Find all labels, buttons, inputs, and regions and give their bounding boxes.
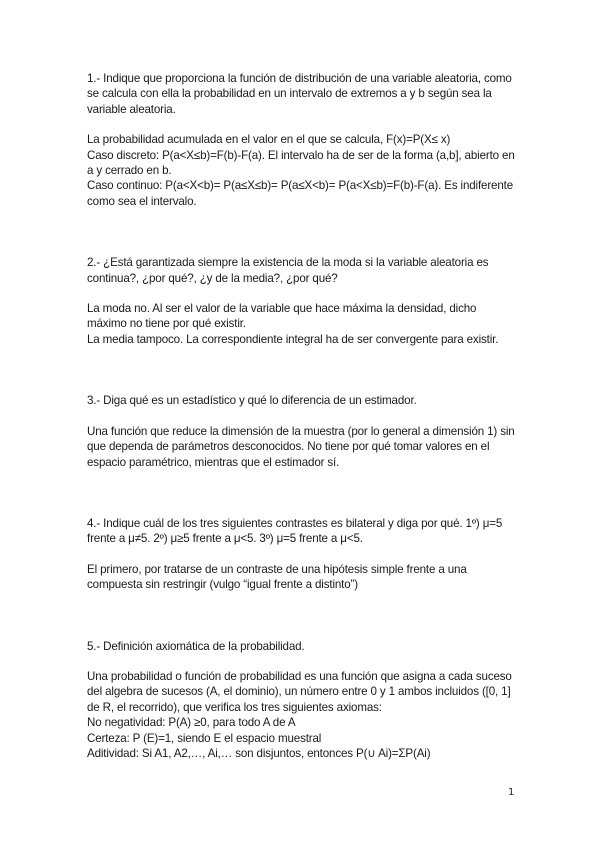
page-number: 1 (508, 787, 515, 798)
answer-1-line: Caso discreto: P(a<X≤b)=F(b)-F(a). El intervalo ha de ser de la forma (a,b], abierto en a y cerrado en b. (87, 148, 515, 178)
question-4: 4.- Indique cuál de los tres siguientes contrastes es bilateral y diga por qué. 1º) μ=5 frente a μ≠5. 2º) μ≥5 frente a μ<5. 3º) μ=5 frente a μ<5. (87, 516, 503, 546)
answer-3 (87, 424, 517, 470)
section-4 (87, 516, 517, 593)
answer-2 (87, 301, 517, 347)
answer-5-line: No negatividad: P(A) ≥0, para todo A de A (87, 716, 296, 730)
section-5 (87, 639, 517, 762)
answer-1 (87, 132, 517, 209)
answer-1-line: Caso continuo: P(a<X<b)= P(a≤X≤b)= P(a≤X<b)= P(a<X≤b)=F(b)-F(a). Es indiferente como sea el intervalo. (87, 179, 514, 208)
answer-5-line: Certeza: P (E)=1, siendo E el espacio muestral (87, 731, 322, 745)
section-2 (87, 255, 517, 347)
question-3: 3.- Diga qué es un estadístico y qué lo diferencia de un estimador. (87, 394, 417, 408)
section-3 (87, 393, 517, 470)
answer-3-line: Una función que reduce la dimensión de la muestra (por lo general a dimensión 1) sin que dependa de parámetros desconocidos. No tiene por qué tomar valores en el espacio paramétrico, mientras que el estimador sí. (87, 424, 515, 469)
answer-5-line: Una probabilidad o función de probabilidad es una función que asigna a cada suceso del algebra de sucesos (A, el dominio), un número entre 0 y 1 ambos incluidos ([0, 1] de R, el recorrido), que verifica los tres siguientes axiomas: (87, 669, 512, 714)
section-1 (87, 71, 517, 209)
answer-1-line: La probabilidad acumulada en el valor en el que se calcula, F(x)=P(X≤ x) (87, 133, 451, 147)
answer-4-line: El primero, por tratarse de un contraste de una hipótesis simple frente a una compuesta sin restringir (vulgo “igual frente a distinto”) (87, 562, 467, 592)
question-5: 5.- Definición axiomática de la probabilidad. (87, 639, 305, 653)
question-1: 1.- Indique que proporciona la función de distribución de una variable aleatoria, como se calcula con ella la probabilidad en un intervalo de extremos a y b según sea la variable aleatoria. (87, 72, 512, 116)
answer-4 (87, 562, 517, 593)
answer-5-line: Aditividad: Si A1, A2,…, Ai,… son disjuntos, entonces P(∪ Ai)=ΣP(Ai) (87, 746, 431, 760)
document-body (87, 71, 517, 761)
answer-2-line: La moda no. Al ser el valor de la variable que hace máxima la densidad, dicho máximo no tiene por qué existir. (87, 302, 477, 331)
answer-2-line: La media tampoco. La correspondiente integral ha de ser convergente para existir. (87, 332, 499, 346)
question-2: 2.- ¿Está garantizada siempre la existencia de la moda si la variable aleatoria es continua?, ¿por qué?, ¿y de la media?, ¿por qué? (87, 256, 489, 285)
answer-5 (87, 669, 517, 761)
